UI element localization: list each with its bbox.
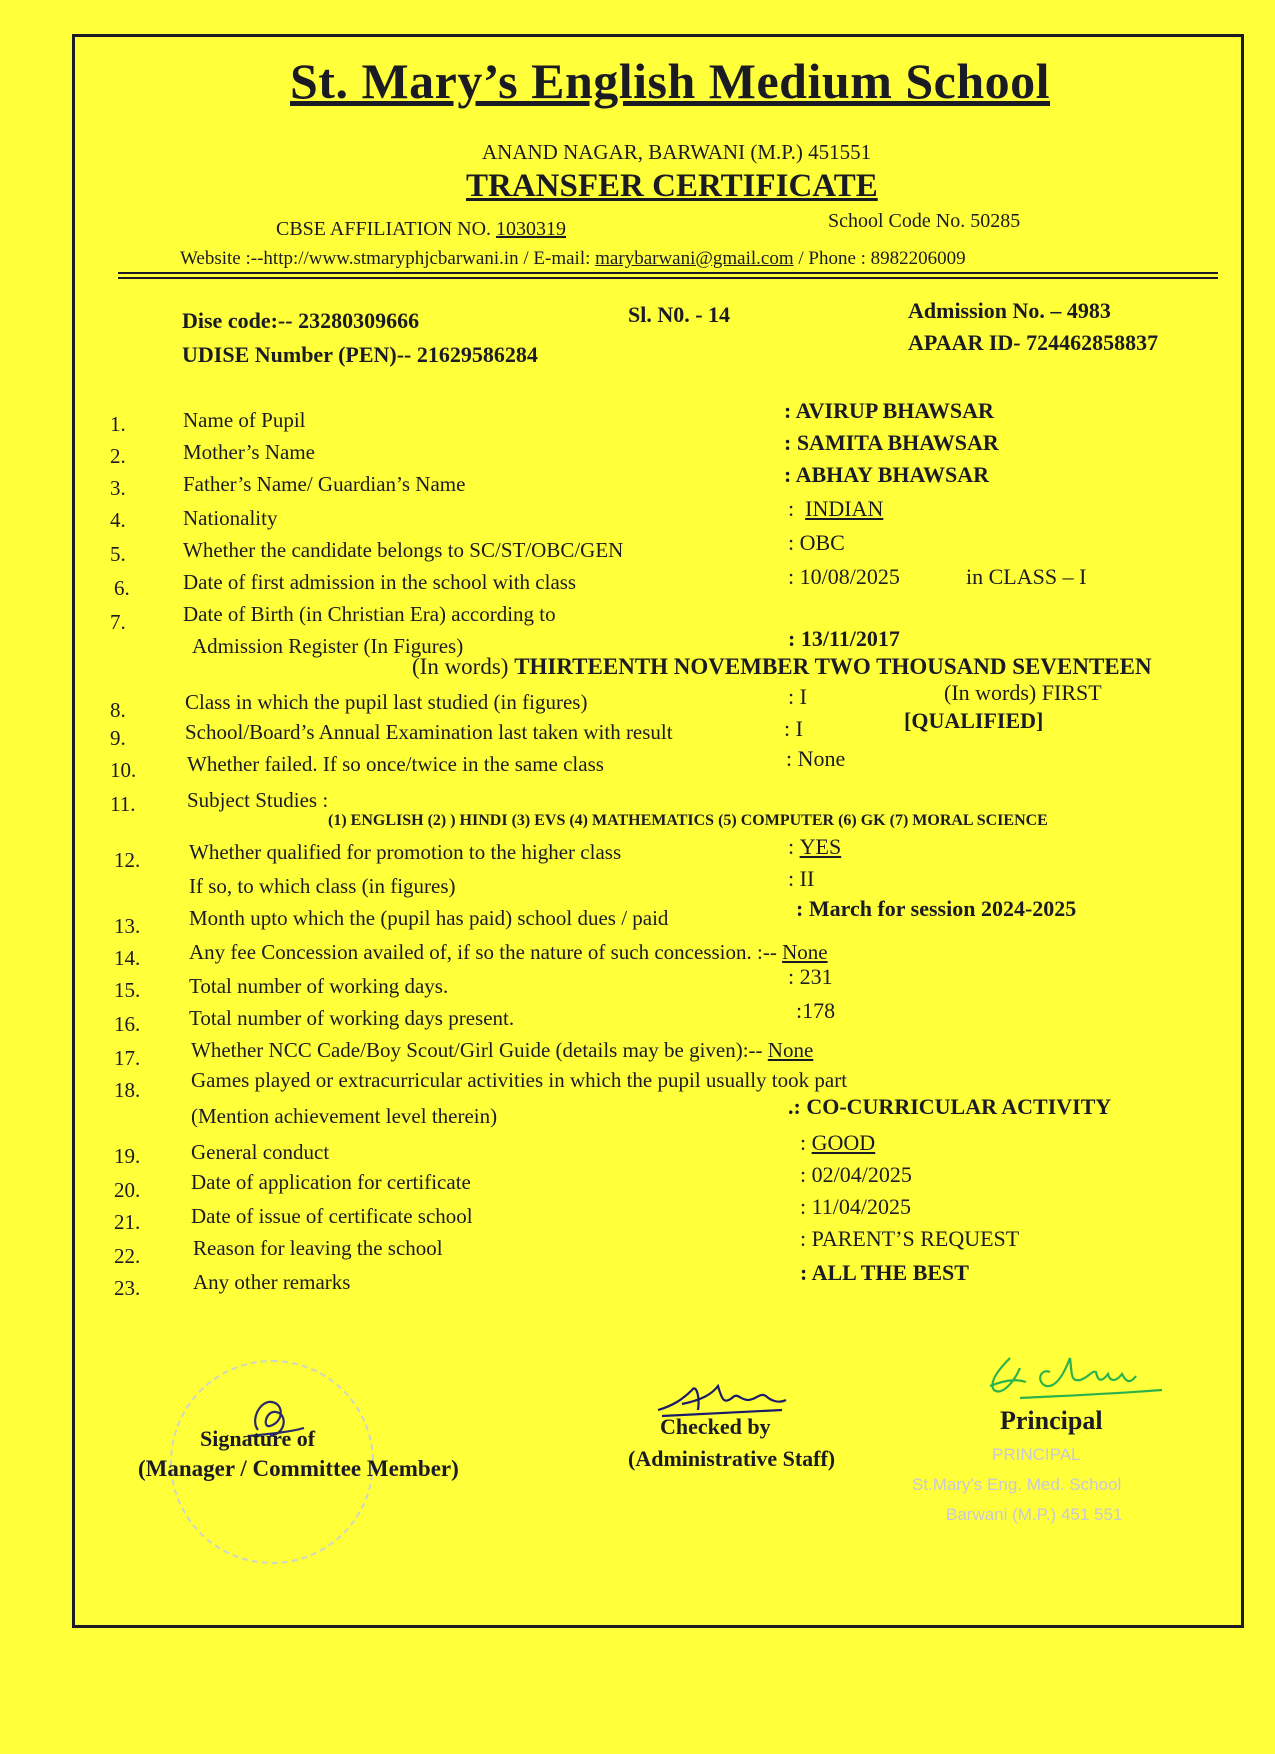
label-ncc-scout: Whether NCC Cade/Boy Scout/Girl Guide (details may be given):-- <box>191 1038 763 1062</box>
ncc-scout <box>191 1038 813 1063</box>
value-application-date: : 02/04/2025 <box>800 1162 912 1187</box>
value-fathers-name: : ABHAY BHAWSAR <box>784 462 989 487</box>
contact-line <box>180 248 966 270</box>
row-number: 4. <box>110 508 126 532</box>
document-title: TRANSFER CERTIFICATE <box>466 168 878 204</box>
principal-label: Principal <box>1000 1406 1103 1435</box>
value-last-class-words: (In words) FIRST <box>944 680 1102 705</box>
row-number: 10. <box>110 758 137 782</box>
row-number: 17. <box>114 1046 141 1070</box>
principal-signature-icon <box>980 1338 1170 1408</box>
label-category: Whether the candidate belongs to SC/ST/OBC/GEN <box>183 538 624 562</box>
checked-by-label: Checked by <box>660 1414 771 1439</box>
label-nationality: Nationality <box>183 506 278 530</box>
label-name-of-pupil: Name of Pupil <box>183 408 306 432</box>
row-number: 11. <box>110 792 136 816</box>
label-subjects: Subject Studies : <box>187 788 329 812</box>
label-other-remarks: Any other remarks <box>193 1270 351 1294</box>
nationality-text: INDIAN <box>805 496 884 521</box>
dise-code: Dise code:-- 23280309666 <box>182 308 420 333</box>
row-number: 14. <box>114 946 141 970</box>
row-number: 6. <box>114 576 130 600</box>
label-fee-concession: Any fee Concession availed of, if so the nature of such concession. :-- <box>189 940 777 964</box>
manager-signature-label: Signature of <box>200 1426 316 1451</box>
value-extracurricular: .: CO-CURRICULAR ACTIVITY <box>788 1094 1112 1119</box>
affiliation-line <box>276 218 566 241</box>
principal-stamp <box>912 1440 1122 1530</box>
value-working-days: : 231 <box>788 964 833 989</box>
value-whether-failed: : None <box>786 746 846 771</box>
label-date-of-birth: Date of Birth (in Christian Era) according to <box>183 602 556 626</box>
label-general-conduct: General conduct <box>191 1140 330 1164</box>
row-number: 1. <box>110 412 126 436</box>
value-first-admission-class: in CLASS – I <box>966 564 1087 589</box>
value-nationality <box>788 496 883 522</box>
row-number: 16. <box>114 1012 141 1036</box>
label-extracurricular: Games played or extracurricular activities in which the pupil usually took part <box>191 1068 848 1092</box>
label-dues-paid: Month upto which the (pupil has paid) school dues / paid <box>189 906 669 930</box>
apaar-id: APAAR ID- 724462858837 <box>908 330 1159 355</box>
row-number: 2. <box>110 444 126 468</box>
row-number: 8. <box>110 698 126 722</box>
value-days-present: :178 <box>796 998 836 1023</box>
row-number: 5. <box>110 542 126 566</box>
school-name: St. Mary’s English Medium School <box>290 53 1051 109</box>
value-promotion <box>788 834 841 860</box>
label-promotion-class: If so, to which class (in figures) <box>189 874 456 898</box>
conduct-text: GOOD <box>811 1130 876 1155</box>
value-ncc-scout: None <box>767 1038 814 1062</box>
row-number: 19. <box>114 1144 141 1168</box>
words-label: (In words) <box>412 654 509 679</box>
label-achievement: (Mention achievement level therein) <box>191 1104 498 1128</box>
phone-number: / Phone : 8982206009 <box>798 248 966 269</box>
label-annual-exam: School/Board’s Annual Examination last taken with result <box>185 720 673 744</box>
label-date-of-birth-2: Admission Register (In Figures) <box>192 634 464 658</box>
checked-by-designation: (Administrative Staff) <box>628 1446 836 1471</box>
affiliation-number: 1030319 <box>496 218 567 240</box>
serial-number: Sl. N0. - 14 <box>628 302 731 327</box>
admission-number: Admission No. – 4983 <box>908 298 1111 323</box>
value-leaving-reason: : PARENT’S REQUEST <box>800 1226 1020 1251</box>
value-promotion-class: : II <box>788 866 815 891</box>
affiliation-label: CBSE AFFILIATION NO. <box>276 218 492 240</box>
email-link[interactable]: marybarwani@gmail.com <box>595 248 794 269</box>
header-divider-2 <box>118 277 1218 279</box>
school-code: School Code No. 50285 <box>828 210 1021 232</box>
stamp-line-3: Barwani (M.P.) 451 551 <box>946 1505 1123 1524</box>
colon: : <box>788 496 795 521</box>
colon: : <box>800 1130 807 1155</box>
promotion-text: YES <box>799 834 842 859</box>
label-days-present: Total number of working days present. <box>189 1006 515 1030</box>
value-last-class: : I <box>788 684 807 709</box>
label-leaving-reason: Reason for leaving the school <box>193 1236 443 1260</box>
label-last-class: Class in which the pupil last studied (in figures) <box>185 690 588 714</box>
row-number: 22. <box>114 1244 141 1268</box>
label-fathers-name: Father’s Name/ Guardian’s Name <box>183 472 466 496</box>
value-exam-result: [QUALIFIED] <box>904 708 1044 733</box>
label-mothers-name: Mother’s Name <box>183 440 315 464</box>
row-number: 3. <box>110 476 126 500</box>
value-first-admission-date: : 10/08/2025 <box>788 564 900 589</box>
manager-designation: (Manager / Committee Member) <box>138 1456 459 1481</box>
row-number: 21. <box>114 1210 141 1234</box>
row-number: 9. <box>110 726 126 750</box>
value-general-conduct <box>800 1130 875 1156</box>
stamp-line-2: St.Mary's Eng. Med. School <box>912 1475 1122 1494</box>
row-number: 13. <box>114 914 141 938</box>
school-address: ANAND NAGAR, BARWANI (M.P.) 451551 <box>482 140 872 164</box>
subjects-list: (1) ENGLISH (2) ) HINDI (3) EVS (4) MATHEMATICS (5) COMPUTER (6) GK (7) MORAL SCIENCE <box>328 812 1048 829</box>
row-number: 7. <box>110 610 126 634</box>
value-dues-paid: : March for session 2024-2025 <box>796 896 1077 921</box>
stamp-line-1: PRINCIPAL <box>992 1445 1081 1464</box>
label-application-date: Date of application for certificate <box>191 1170 471 1194</box>
udise-number: UDISE Number (PEN)-- 21629586284 <box>182 342 538 367</box>
label-whether-failed: Whether failed. If so once/twice in the same class <box>187 752 604 776</box>
label-working-days: Total number of working days. <box>189 974 449 998</box>
row-number: 18. <box>114 1078 141 1102</box>
colon: : <box>788 834 795 859</box>
row-number: 20. <box>114 1178 141 1202</box>
value-mothers-name: : SAMITA BHAWSAR <box>784 430 999 455</box>
label-issue-date: Date of issue of certificate school <box>191 1204 473 1228</box>
value-issue-date: : 11/04/2025 <box>800 1194 912 1219</box>
value-fee-concession: None <box>782 940 828 964</box>
label-promotion: Whether qualified for promotion to the higher class <box>189 840 622 864</box>
row-number: 15. <box>114 978 141 1002</box>
value-category: : OBC <box>788 530 845 555</box>
value-annual-exam: : I <box>784 716 803 741</box>
website-label: Website :--http://www.stmaryphjcbarwani.in / E-mail: <box>180 248 591 269</box>
fee-concession <box>189 940 828 965</box>
row-number: 12. <box>114 848 141 872</box>
value-date-of-birth: : 13/11/2017 <box>788 626 900 651</box>
row-number: 23. <box>114 1276 141 1300</box>
words-value: THIRTEENTH NOVEMBER TWO THOUSAND SEVENTEEN <box>514 654 1152 679</box>
value-other-remarks: : ALL THE BEST <box>800 1260 969 1285</box>
value-name-of-pupil: : AVIRUP BHAWSAR <box>784 398 994 423</box>
label-first-admission: Date of first admission in the school with class <box>183 570 577 594</box>
date-of-birth-words <box>412 654 1152 680</box>
header-divider <box>118 272 1218 274</box>
